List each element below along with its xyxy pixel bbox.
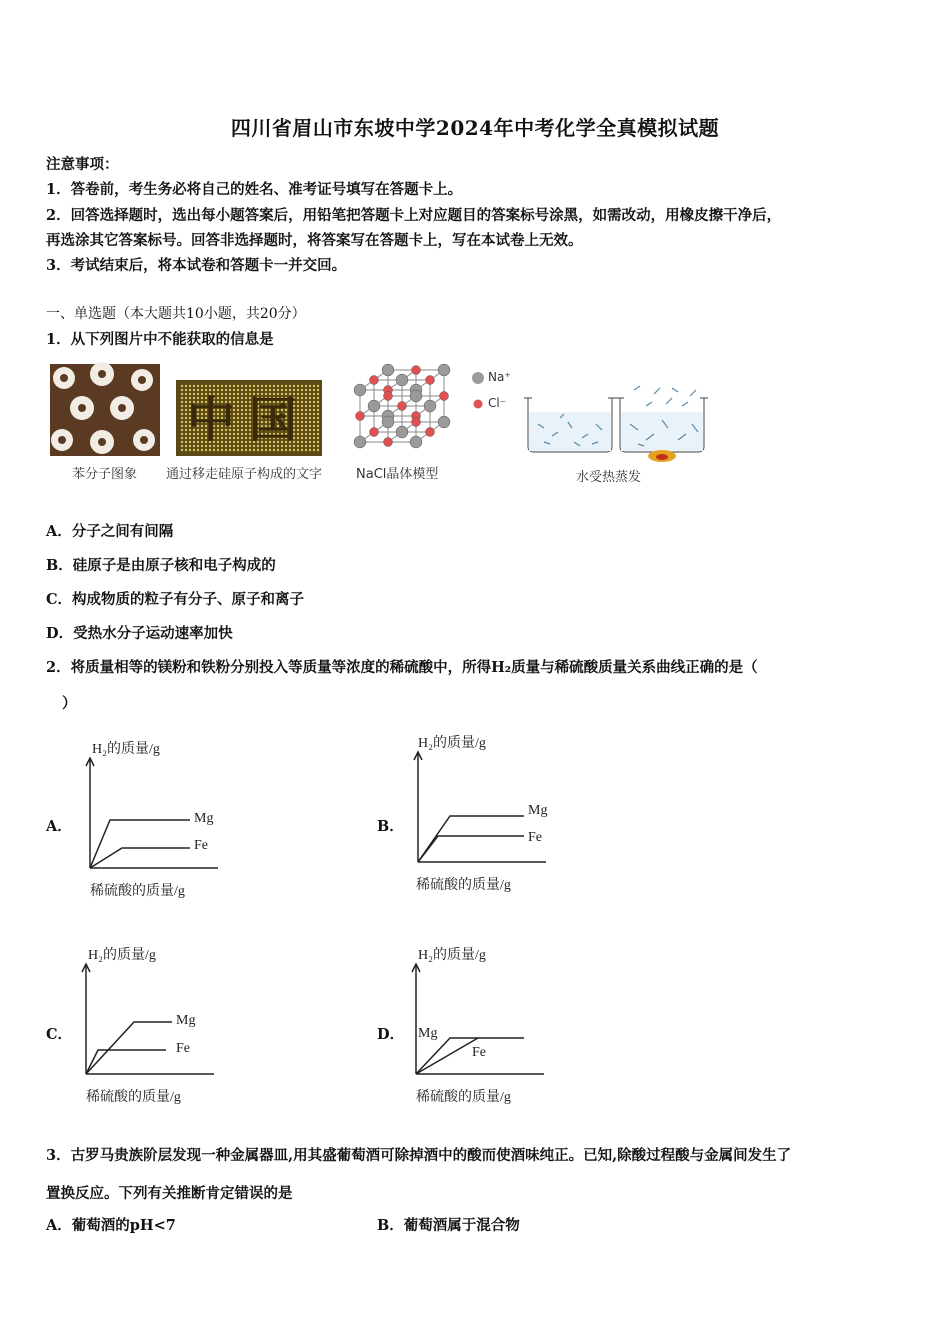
graph-b-fe-label: Fe [528,830,542,845]
na-ion [410,436,422,448]
na-ion [382,364,394,376]
option-c: C．构成物质的粒子有分子、原子和离子 [46,591,305,608]
option-a: A．分子之间有间隔 [46,523,174,540]
na-ion [438,416,450,428]
graph-a-fe-label: Fe [194,838,208,853]
fe-curve [416,1038,478,1074]
notice-item: 再选涂其它答案标号。回答非选择题时，将答案写在答题卡上，写在本试卷上无效。 [46,232,583,249]
question-stem: 1．从下列图片中不能获取的信息是 [46,331,274,348]
graph-d-fe-label: Fe [472,1045,486,1060]
graph-a-mg-label: Mg [194,811,214,826]
silicon-text-image [176,380,322,456]
na-ion [368,400,380,412]
cl-ion [398,402,407,411]
option-d: D．受热水分子运动速率加快 [46,625,233,642]
graph-c-fe-label: Fe [176,1041,190,1056]
graph-a-xlabel: 稀硫酸的质量/g [90,884,185,899]
mg-curve [86,1022,172,1074]
cl-ion [384,392,393,401]
cl-ion [370,428,379,437]
notice-heading: 注意事项： [46,156,119,173]
na-ion [396,374,408,386]
caption-nacl: NaCl晶体模型 [356,467,439,482]
notice-item: 3．考试结束后，将本试卷和答题卡一并交回。 [46,257,347,274]
cl-ion [356,412,365,421]
page-title: 四川省眉山市东坡中学2024年中考化学全真模拟试题 [230,116,720,140]
option-b: B．葡萄酒属于混合物 [377,1217,520,1234]
question-stem-cont: 置换反应。下列有关推断肯定错误的是 [46,1185,293,1202]
graph-b-letter: B． [377,818,404,835]
cl-ion [370,376,379,385]
na-ion [354,384,366,396]
cl-ion [412,366,421,375]
graph-a-ylabel: H₂的质量/g [92,742,160,757]
notice-item: 1．答卷前，考生务必将自己的姓名、准考证号填写在答题卡上。 [46,181,463,198]
legend-cl: Cl⁻ [488,396,507,410]
cl-ion [440,392,449,401]
mg-curve [418,816,524,862]
cl-ion [426,376,435,385]
graph-d-mg-label: Mg [418,1026,438,1041]
graph-d-letter: D． [377,1026,405,1043]
na-ion [396,426,408,438]
na-ion [382,416,394,428]
graph-c-letter: C． [46,1026,73,1043]
cl-ion [412,418,421,427]
silicon-text: 中国 [186,392,312,448]
caption-benzene: 苯分子图象 [72,467,138,482]
water-evaporation-image [522,384,712,464]
cl-ion [426,428,435,437]
graph-c-mg-label: Mg [176,1013,196,1028]
option-a: A．葡萄酒的pH<7 [46,1217,176,1234]
question-stem: 2．将质量相等的镁粉和铁粉分别投入等质量等浓度的稀硫酸中，所得H₂质量与稀硫酸质量关系曲线正确的是（ [46,659,758,676]
section-heading: 一、单选题（本大题共10小题，共20分） [46,306,306,322]
na-ion [410,390,422,402]
fe-curve [90,848,190,868]
caption-water: 水受热蒸发 [576,470,642,485]
mg-curve [90,820,190,868]
notice-item: 2．回答选择题时，选出每小题答案后，用铅笔把答题卡上对应题目的答案标号涂黑，如需改动，用橡皮擦干净后， [46,207,782,224]
graph-b-mg-label: Mg [528,803,548,818]
legend-na-dot [472,372,484,384]
graph-c-ylabel: H₂的质量/g [88,948,156,963]
graph-b-xlabel: 稀硫酸的质量/g [416,878,511,893]
graph-a-letter: A． [46,818,72,835]
option-b: B．硅原子是由原子核和电子构成的 [46,557,276,574]
legend-cl-dot [474,400,483,409]
graph-b-ylabel: H₂的质量/g [418,736,486,751]
graph-b [408,750,548,866]
benzene-image [50,364,160,456]
question-stem-cont: ） [62,695,77,712]
na-ion [438,364,450,376]
legend-na: Na⁺ [488,370,511,384]
question-stem: 3．古罗马贵族阶层发现一种金属器皿,用其盛葡萄酒可除掉酒中的酸而使酒味纯正。已知,除酸过程酸与金属间发生了 [46,1147,792,1164]
graph-d-xlabel: 稀硫酸的质量/g [416,1090,511,1105]
graph-d-ylabel: H₂的质量/g [418,948,486,963]
cl-ion [384,438,393,447]
caption-silicon: 通过移走硅原子构成的文字 [166,467,323,482]
na-ion [424,400,436,412]
na-ion [354,436,366,448]
graph-c-xlabel: 稀硫酸的质量/g [86,1090,181,1105]
